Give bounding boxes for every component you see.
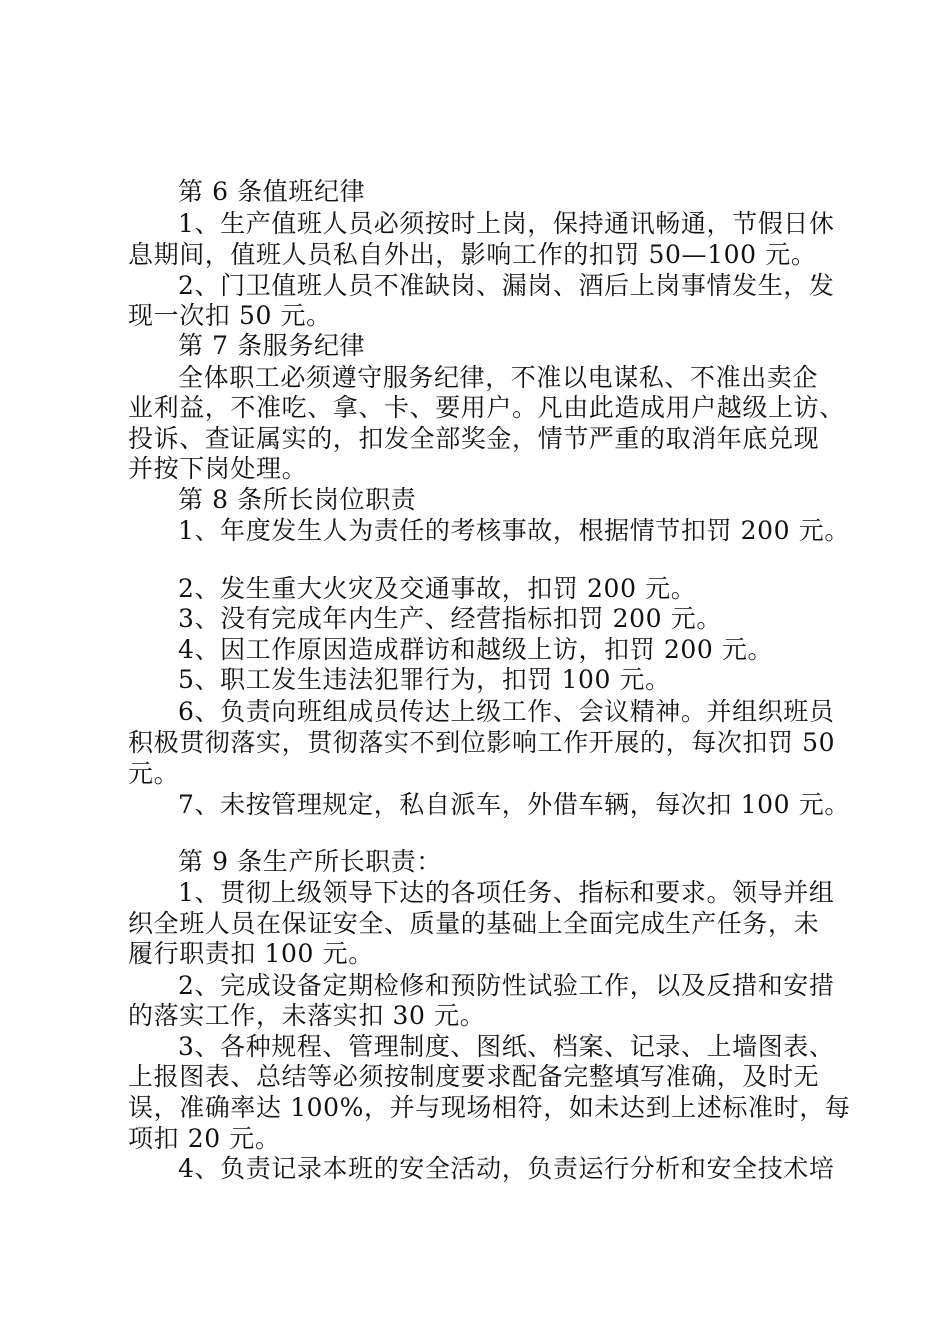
paragraph-line: 3、各种规程、管理制度、图纸、档案、记录、上墙图表、 [178,1032,835,1061]
paragraph-line: 2、发生重大火灾及交通事故，扣罚 200 元。 [178,574,697,603]
paragraph-line: 息期间，值班人员私自外出，影响工作的扣罚 50—100 元。 [128,240,817,269]
paragraph-line: 2、门卫值班人员不准缺岗、漏岗、酒后上岗事情发生，发 [178,271,835,300]
paragraph-line: 1、贯彻上级领导下达的各项任务、指标和要求。领导并组 [178,878,835,907]
paragraph-line: 5、职工发生违法犯罪行为，扣罚 100 元。 [178,665,671,694]
paragraph-line: 并按下岗处理。 [128,454,308,483]
paragraph-line: 全体职工必须遵守服务纪律，不准以电谋私、不准出卖企 [178,363,819,392]
paragraph-line: 投诉、查证属实的，扣发全部奖金，情节严重的取消年底兑现 [128,424,820,453]
heading-article-8: 第 8 条所长岗位职责 [178,485,417,514]
paragraph-line: 业利益，不准吃、拿、卡、要用户。凡由此造成用户越级上访、 [128,393,845,422]
paragraph-line: 2、完成设备定期检修和预防性试验工作，以及反措和安措 [178,971,835,1000]
paragraph-line: 的落实工作，未落实扣 30 元。 [128,1001,486,1030]
paragraph-line: 误，准确率达 100%，并与现场相符，如未达到上述标准时，每 [128,1093,851,1122]
paragraph-line: 7、未按管理规定，私自派车，外借车辆，每次扣 100 元。 [178,790,850,819]
paragraph-line: 元。 [128,759,180,788]
paragraph-line: 1、年度发生人为责任的考核事故，根据情节扣罚 200 元。 [178,516,850,545]
paragraph-line: 上报图表、总结等必须按制度要求配备完整填写准确，及时无 [128,1062,820,1091]
paragraph-line: 项扣 20 元。 [128,1124,281,1153]
paragraph-line: 织全班人员在保证安全、质量的基础上全面完成生产任务，未 [128,909,820,938]
paragraph-line: 4、负责记录本班的安全活动，负责运行分析和安全技术培 [178,1154,835,1183]
paragraph-line: 6、负责向班组成员传达上级工作、会议精神。并组织班员 [178,697,835,726]
paragraph-line: 4、因工作原因造成群访和越级上访，扣罚 200 元。 [178,635,774,664]
paragraph-line: 1、生产值班人员必须按时上岗，保持通讯畅通，节假日休 [178,209,835,238]
paragraph-line: 积极贯彻落实，贯彻落实不到位影响工作开展的，每次扣罚 50 [128,728,836,757]
heading-article-7: 第 7 条服务纪律 [178,331,366,360]
paragraph-line: 履行职责扣 100 元。 [128,939,374,968]
paragraph-line: 现一次扣 50 元。 [128,301,332,330]
heading-article-9: 第 9 条生产所长职责： [178,847,443,876]
heading-article-6: 第 6 条值班纪律 [178,177,366,206]
paragraph-line: 3、没有完成年内生产、经营指标扣罚 200 元。 [178,604,722,633]
